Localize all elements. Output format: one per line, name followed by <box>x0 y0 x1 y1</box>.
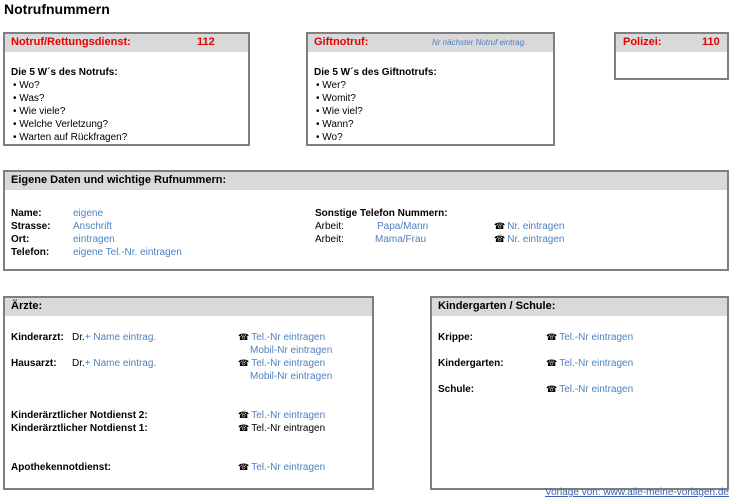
name-value: eigene <box>73 208 104 219</box>
gift-heading: Die 5 W´s des Giftnotrufs: <box>314 67 437 78</box>
notruf-item: • Was? <box>13 93 45 104</box>
kinderarzt-mobil: Mobil-Nr eintragen <box>250 345 333 356</box>
ort-label: Ort: <box>11 234 30 245</box>
gift-hint: Nr nächster Notruf eintrag. <box>432 38 527 47</box>
footer-link[interactable]: Vorlage von: www.alle-meine-vorlagen.de <box>545 487 729 498</box>
giftnotruf-box <box>306 32 555 146</box>
phone-icon: ☎ <box>494 234 506 244</box>
eigene-daten-box <box>3 170 729 271</box>
schule-label: Schule: <box>438 384 475 395</box>
aerzte-bar <box>5 298 372 316</box>
notruf-number: 112 <box>197 36 215 48</box>
notruf-heading: Die 5 W´s des Notrufs: <box>11 67 118 78</box>
kita-box <box>430 296 729 490</box>
arbeit1-who: Papa/Mann <box>377 221 429 232</box>
arbeit2-who: Mama/Frau <box>375 234 427 245</box>
kindergarten-label: Kindergarten: <box>438 358 504 369</box>
gift-label: Giftnotruf: <box>314 36 369 48</box>
schule-tel: ☎ Tel.-Nr eintragen <box>546 384 634 395</box>
polizei-box <box>614 32 729 80</box>
krippe-label: Krippe: <box>438 332 473 343</box>
notruf-item: • Wie viele? <box>13 106 66 117</box>
notruf-item: • Wo? <box>13 80 40 91</box>
apotheke-label: Apothekennotdienst: <box>11 462 111 473</box>
arbeit2-nr: Nr. eintragen <box>507 234 565 245</box>
arbeit1-label: Arbeit: <box>315 221 344 232</box>
gift-item: • Wo? <box>316 132 343 143</box>
phone-icon: ☎ <box>546 384 558 394</box>
hausarzt-label: Hausarzt: <box>11 358 57 369</box>
hausarzt-tel: ☎ Tel.-Nr eintragen <box>238 358 326 369</box>
notruf-item: • Warten auf Rückfragen? <box>13 132 128 143</box>
ort-value: eintragen <box>73 234 115 245</box>
phone-icon: ☎ <box>546 332 558 342</box>
notruf-item: • Welche Verletzung? <box>13 119 109 130</box>
arbeit2-phone <box>494 234 564 245</box>
arbeit1-phone <box>494 221 564 232</box>
sonstige-heading: Sonstige Telefon Nummern: <box>315 208 448 219</box>
phone-icon: ☎ <box>238 358 250 368</box>
notruf-box <box>3 32 250 146</box>
phone-icon: ☎ <box>238 410 250 420</box>
phone-icon: ☎ <box>494 221 506 231</box>
hausarzt-mobil: Mobil-Nr eintragen <box>250 371 333 382</box>
krippe-tel: ☎ Tel.-Nr eintragen <box>546 332 634 343</box>
notdienst1-label: Kinderärztlicher Notdienst 1: <box>11 423 148 434</box>
aerzte-box <box>3 296 374 490</box>
kindergarten-tel: ☎ Tel.-Nr eintragen <box>546 358 634 369</box>
polizei-label: Polizei: <box>623 36 662 48</box>
strasse-label: Strasse: <box>11 221 51 232</box>
polizei-number: 110 <box>702 36 720 48</box>
notruf-label: Notruf/Rettungsdienst: <box>11 36 131 48</box>
name-label: Name: <box>11 208 42 219</box>
telefon-label: Telefon: <box>11 247 50 258</box>
page-title: Notrufnummern <box>4 1 110 17</box>
telefon-value: eigene Tel.-Nr. eintragen <box>73 247 182 258</box>
phone-icon: ☎ <box>238 332 250 342</box>
strasse-value: Anschrift <box>73 221 112 232</box>
hausarzt-name: Dr.+ Name eintrag. <box>72 358 157 369</box>
kinderarzt-tel: ☎ Tel.-Nr eintragen <box>238 332 326 343</box>
kinderarzt-label: Kinderarzt: <box>11 332 64 343</box>
arbeit1-nr: Nr. eintragen <box>507 221 565 232</box>
gift-item: • Womit? <box>316 93 356 104</box>
gift-item: • Wer? <box>316 80 346 91</box>
notdienst2-label: Kinderärztlicher Notdienst 2: <box>11 410 148 421</box>
notdienst2-tel: ☎ Tel.-Nr eintragen <box>238 410 326 421</box>
aerzte-heading: Ärzte: <box>11 300 43 312</box>
apotheke-tel: ☎ Tel.-Nr eintragen <box>238 462 326 473</box>
phone-icon: ☎ <box>546 358 558 368</box>
eigene-heading: Eigene Daten und wichtige Rufnummern: <box>11 174 227 186</box>
phone-icon: ☎ <box>238 423 250 433</box>
kita-heading: Kindergarten / Schule: <box>438 300 556 312</box>
gift-item: • Wie viel? <box>316 106 363 117</box>
arbeit2-label: Arbeit: <box>315 234 344 245</box>
gift-item: • Wann? <box>316 119 354 130</box>
notdienst1-tel: ☎ Tel.-Nr eintragen <box>238 423 326 434</box>
kinderarzt-name: Dr.+ Name eintrag. <box>72 332 157 343</box>
phone-icon: ☎ <box>238 462 250 472</box>
